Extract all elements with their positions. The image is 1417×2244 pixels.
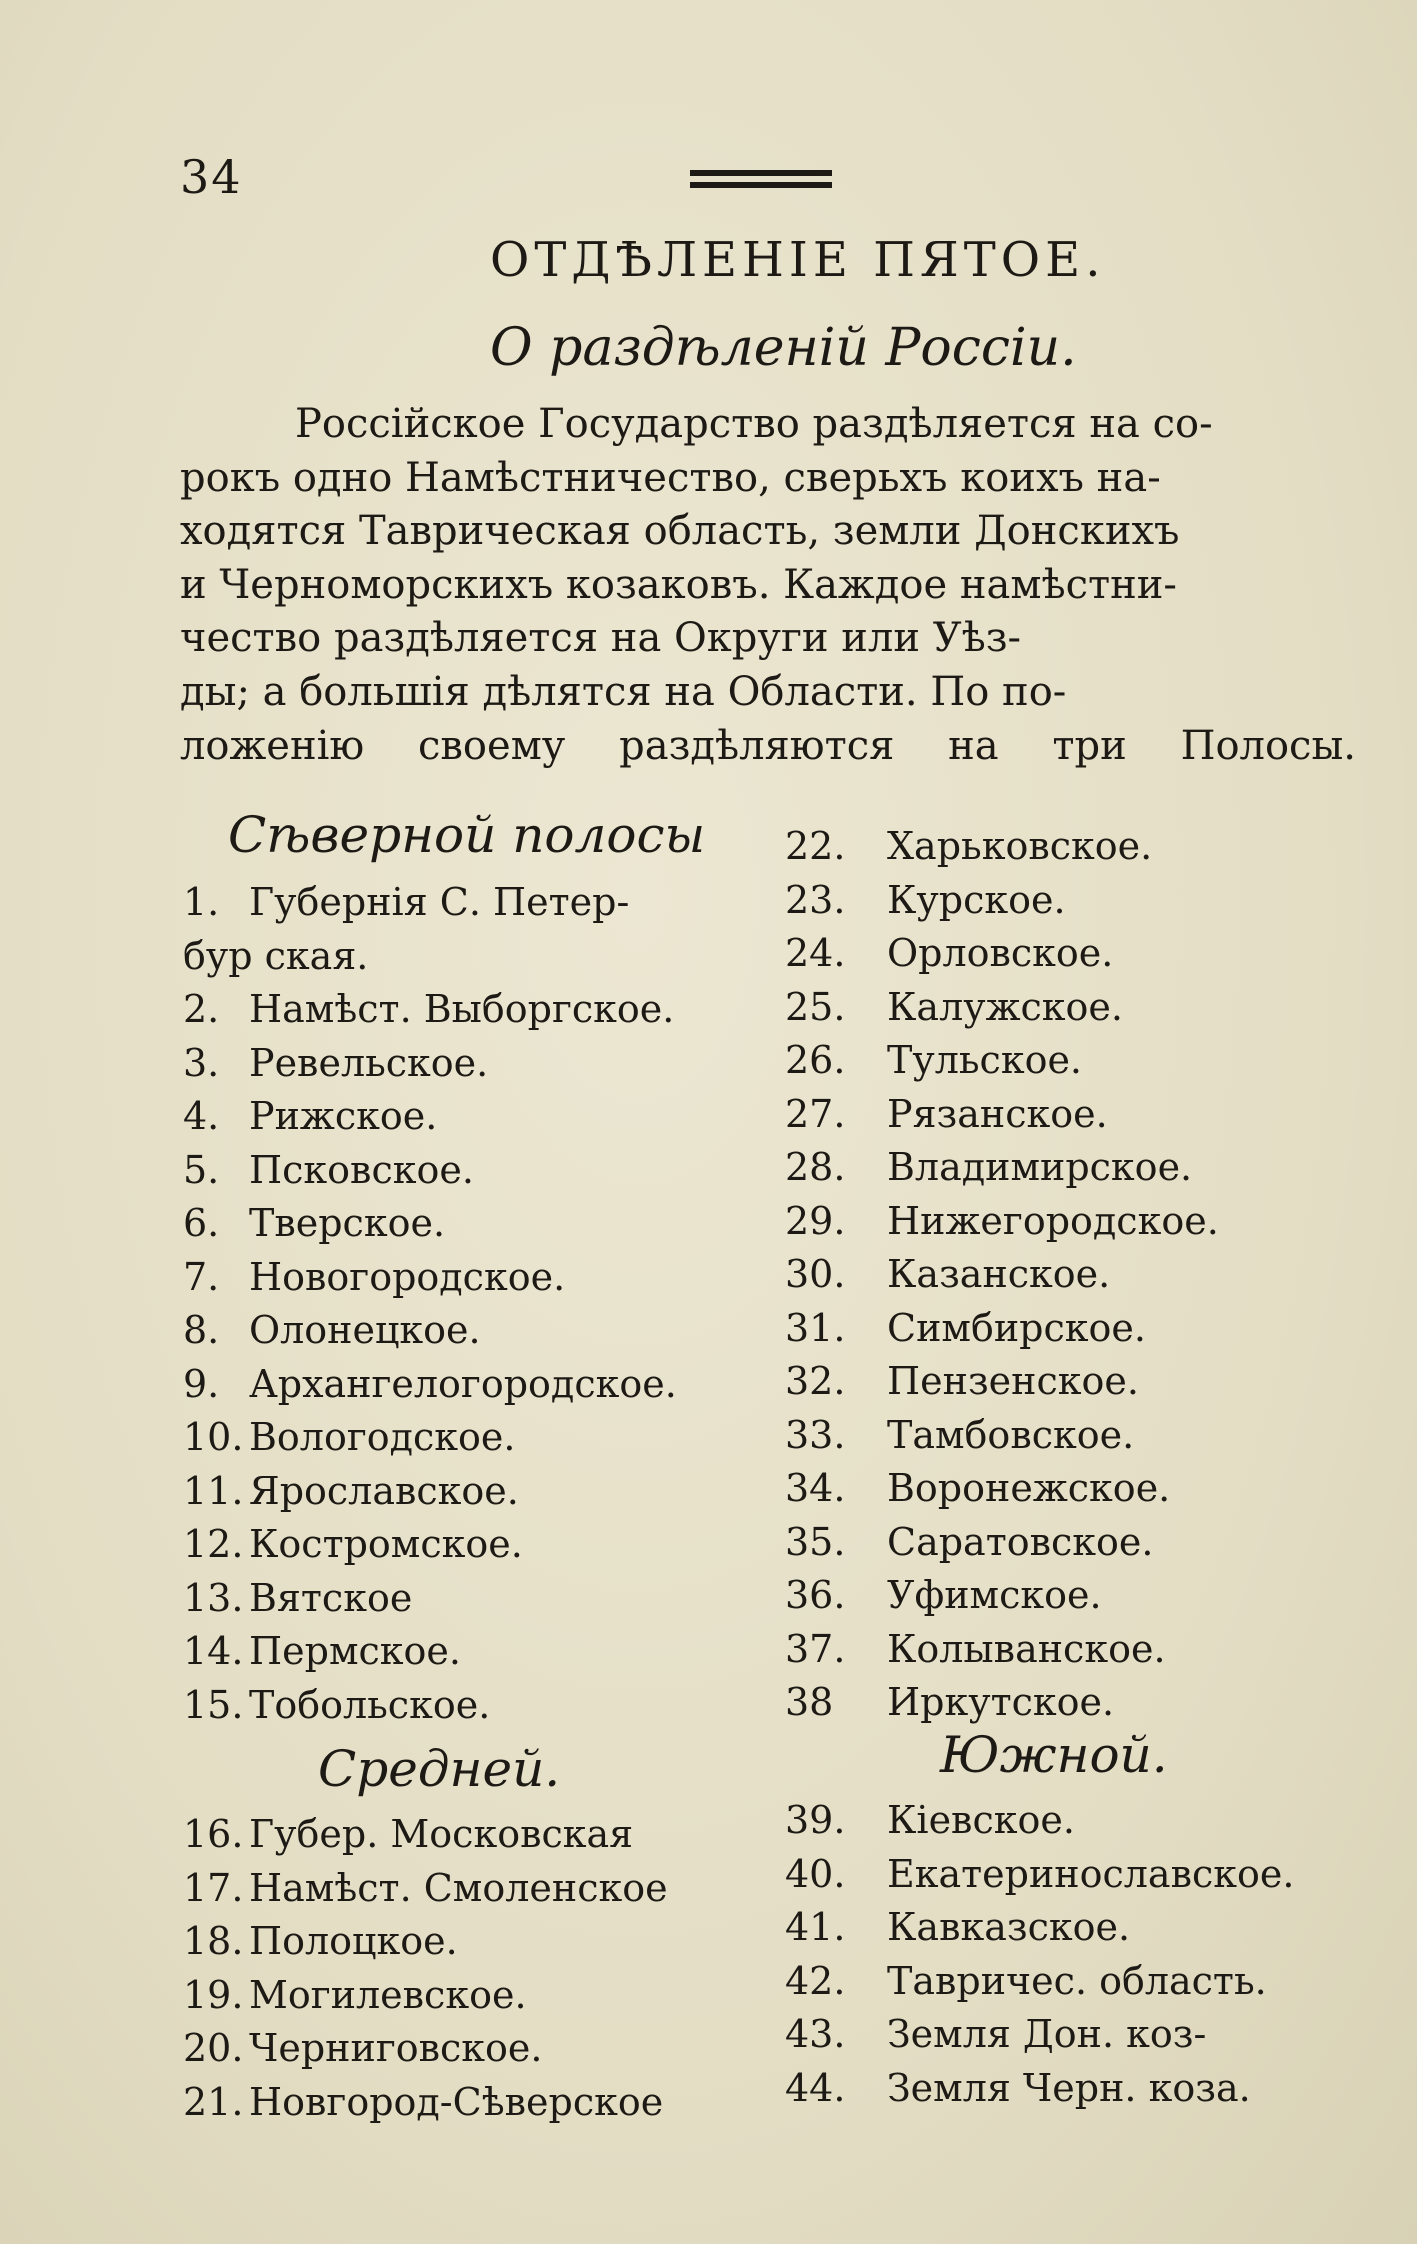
rule-line bbox=[690, 170, 832, 176]
item-name: Рижское. bbox=[249, 1094, 438, 1138]
item-name: Казанское. bbox=[887, 1252, 1111, 1296]
intro-line: и Черноморскихъ козаковъ. Каждое намѣстни- bbox=[180, 561, 1177, 608]
item-name: Архангелогородское. bbox=[249, 1361, 677, 1406]
item-number: 33. bbox=[785, 1412, 846, 1457]
item-name: Ревельское. bbox=[249, 1040, 489, 1085]
item-name: Пермское. bbox=[249, 1629, 461, 1673]
item-number: 40. bbox=[785, 1851, 846, 1896]
item-number: 39. bbox=[785, 1798, 846, 1842]
item-number: 43. bbox=[785, 2012, 846, 2056]
item-name: Курское. bbox=[887, 877, 1066, 922]
list-item bbox=[183, 1915, 668, 1969]
intro-line: чество раздѣляется на Округи или Уѣз- bbox=[180, 615, 1022, 662]
item-number: 4. bbox=[183, 1094, 220, 1138]
item-number: 42. bbox=[785, 1958, 846, 2003]
item-name: Тамбовское. bbox=[887, 1412, 1135, 1457]
item-number: 30. bbox=[785, 1252, 846, 1296]
item-name: Полоцкое. bbox=[249, 1919, 458, 1963]
item-number: 44. bbox=[785, 2065, 846, 2110]
list-item bbox=[183, 1465, 677, 1519]
item-number: 19. bbox=[183, 1972, 244, 2017]
item-name: Ярославское. bbox=[249, 1468, 519, 1513]
item-number: 32. bbox=[785, 1359, 846, 1403]
item-number: 6. bbox=[183, 1201, 220, 1245]
item-name: Намѣст. Смоленское bbox=[249, 1865, 668, 1910]
item-number: 10. bbox=[183, 1415, 244, 1459]
list-item bbox=[183, 1679, 677, 1733]
item-name: Калужское. bbox=[887, 984, 1123, 1029]
list-item bbox=[785, 1195, 1219, 1249]
item-number: 5. bbox=[183, 1147, 220, 1192]
list-item bbox=[785, 1355, 1219, 1409]
item-name: Псковское. bbox=[249, 1147, 474, 1192]
item-name: Вятское bbox=[249, 1575, 413, 1620]
list-item bbox=[785, 1623, 1219, 1677]
list-item bbox=[183, 1969, 668, 2023]
list-item bbox=[183, 1862, 668, 1916]
item-name: Харьковское. bbox=[887, 824, 1153, 868]
list-item bbox=[183, 1037, 677, 1091]
intro-line: Россійское Государство раздѣляется на со- bbox=[295, 401, 1213, 447]
list-item bbox=[183, 1572, 677, 1626]
item-number: 1. bbox=[183, 880, 220, 924]
list-item bbox=[183, 1304, 677, 1358]
item-name: Иркутское. bbox=[887, 1680, 1115, 1724]
item-number: 31. bbox=[785, 1305, 846, 1350]
intro-line: ходятся Таврическая область, земли Донскихъ bbox=[180, 508, 1180, 555]
item-name: Тверское. bbox=[249, 1201, 446, 1245]
item-number: 18. bbox=[183, 1919, 244, 1963]
rule-line bbox=[690, 182, 832, 188]
list-item bbox=[183, 1144, 677, 1198]
list-item bbox=[183, 2022, 668, 2076]
item-number: 37. bbox=[785, 1626, 846, 1671]
item-number: 8. bbox=[183, 1308, 220, 1352]
list-item bbox=[785, 1676, 1219, 1730]
item-name: Тавричес. область. bbox=[887, 1958, 1267, 2003]
list-item bbox=[183, 2076, 668, 2130]
item-number: 15. bbox=[183, 1682, 244, 1727]
list-item bbox=[785, 1901, 1294, 1955]
list-item bbox=[785, 1302, 1219, 1356]
item-number: 11. bbox=[183, 1468, 244, 1513]
item-name: Новогородское. bbox=[249, 1254, 566, 1299]
list-item bbox=[183, 1090, 677, 1144]
list-item bbox=[183, 1197, 677, 1251]
list-item bbox=[183, 1251, 677, 1305]
item-number: 20. bbox=[183, 2026, 244, 2070]
northern-continued-list bbox=[785, 820, 1219, 1730]
list-item bbox=[785, 2008, 1294, 2062]
northern-heading: Сѣверной полосы bbox=[228, 806, 706, 864]
list-item bbox=[785, 874, 1219, 928]
item-name: Пензенское. bbox=[887, 1359, 1139, 1403]
list-item bbox=[183, 983, 677, 1037]
list-item bbox=[785, 1462, 1219, 1516]
list-item bbox=[785, 820, 1219, 874]
item-number: 23. bbox=[785, 877, 846, 922]
item-name: Костромское. bbox=[249, 1522, 523, 1566]
item-number: 27. bbox=[785, 1091, 846, 1136]
header-rule bbox=[690, 170, 832, 194]
item-number: 36. bbox=[785, 1573, 846, 1617]
list-item bbox=[785, 1088, 1219, 1142]
item-number: 35. bbox=[785, 1519, 846, 1564]
item-number: 14. bbox=[183, 1629, 244, 1673]
item-number: 41. bbox=[785, 1905, 846, 1949]
item-name: Земля Дон. коз- bbox=[887, 2012, 1207, 2056]
list-item bbox=[785, 1034, 1219, 1088]
list-item bbox=[785, 981, 1219, 1035]
item-name: Черниговское. bbox=[249, 2026, 543, 2070]
item-name: Новгород-Сѣверское bbox=[249, 2079, 664, 2124]
item-name: Кавказское. bbox=[887, 1905, 1131, 1949]
item-number: 12. bbox=[183, 1522, 244, 1566]
item-name: Рязанское. bbox=[887, 1091, 1108, 1136]
intro-line: ложенію своему раздѣляются на три Полосы. bbox=[180, 722, 1356, 769]
item-name: Владимирское. bbox=[887, 1145, 1193, 1189]
list-item bbox=[785, 1516, 1219, 1570]
item-number: 7. bbox=[183, 1254, 220, 1299]
item-name: Тульское. bbox=[887, 1038, 1083, 1082]
list-item bbox=[785, 1794, 1294, 1848]
southern-list bbox=[785, 1794, 1294, 2115]
item-name: Вологодское. bbox=[249, 1415, 516, 1459]
item-name: Тобольское. bbox=[249, 1682, 491, 1727]
item-number: 2. bbox=[183, 987, 220, 1031]
northern-list bbox=[183, 876, 677, 1732]
item-number: 38 bbox=[785, 1680, 834, 1724]
section-title: ОТДѢЛЕНІЕ ПЯТОЕ. bbox=[490, 232, 1106, 288]
intro-line: ды; а большія дѣлятся на Области. По по- bbox=[180, 668, 1067, 715]
list-item bbox=[785, 1848, 1294, 1902]
item-number: 17. bbox=[183, 1865, 244, 1910]
item-number: 13. bbox=[183, 1575, 244, 1620]
item-number: 9. bbox=[183, 1361, 220, 1406]
item-name: Саратовское. bbox=[887, 1519, 1154, 1564]
item-name: Орловское. bbox=[887, 931, 1114, 975]
intro-line: рокъ одно Намѣстничество, сверьхъ коихъ на- bbox=[180, 454, 1161, 501]
item-name: Нижегородское. bbox=[887, 1198, 1219, 1243]
southern-heading: Южной. bbox=[940, 1726, 1168, 1784]
list-item bbox=[785, 927, 1219, 981]
item-name: Земля Черн. коза. bbox=[887, 2065, 1251, 2110]
item-name: Намѣст. Выборгское. bbox=[249, 987, 675, 1031]
list-item bbox=[183, 876, 677, 930]
list-item bbox=[183, 1808, 668, 1862]
item-name: Екатеринославское. bbox=[887, 1851, 1295, 1896]
item-number: 21. bbox=[183, 2079, 244, 2124]
item-number: 34. bbox=[785, 1466, 846, 1510]
item-name: Симбирское. bbox=[887, 1305, 1146, 1350]
item-name: Уфимское. bbox=[887, 1573, 1102, 1617]
list-item bbox=[183, 1411, 677, 1465]
item-name: Могилевское. bbox=[249, 1972, 527, 2017]
item-number: 22. bbox=[785, 824, 846, 868]
list-item bbox=[183, 930, 677, 984]
item-name: Олонецкое. bbox=[249, 1308, 481, 1352]
item-name: Колыванское. bbox=[887, 1626, 1166, 1671]
list-item bbox=[183, 1358, 677, 1412]
list-item bbox=[183, 1625, 677, 1679]
list-item bbox=[183, 1518, 677, 1572]
item-name: бур ская. bbox=[183, 933, 369, 978]
item-name: Воронежское. bbox=[887, 1466, 1171, 1510]
list-item bbox=[785, 1409, 1219, 1463]
item-number: 3. bbox=[183, 1040, 220, 1085]
section-subtitle: О раздѣленій Россіи. bbox=[490, 318, 1077, 378]
item-name: Губернія С. Петер- bbox=[249, 880, 630, 924]
page-number: 34 bbox=[180, 150, 243, 204]
list-item bbox=[785, 1569, 1219, 1623]
list-item bbox=[785, 1141, 1219, 1195]
item-number: 26. bbox=[785, 1038, 846, 1082]
middle-list bbox=[183, 1808, 668, 2129]
item-name: Кіевское. bbox=[887, 1798, 1075, 1842]
item-number: 29. bbox=[785, 1198, 846, 1243]
item-number: 16. bbox=[183, 1812, 244, 1856]
middle-heading: Средней. bbox=[318, 1740, 561, 1798]
list-item bbox=[785, 2062, 1294, 2116]
list-item bbox=[785, 1955, 1294, 2009]
item-name: Губер. Московская bbox=[249, 1812, 634, 1856]
intro-paragraph bbox=[180, 398, 1356, 773]
list-item bbox=[785, 1248, 1219, 1302]
item-number: 28. bbox=[785, 1145, 846, 1189]
item-number: 24. bbox=[785, 931, 846, 975]
item-number: 25. bbox=[785, 984, 846, 1029]
